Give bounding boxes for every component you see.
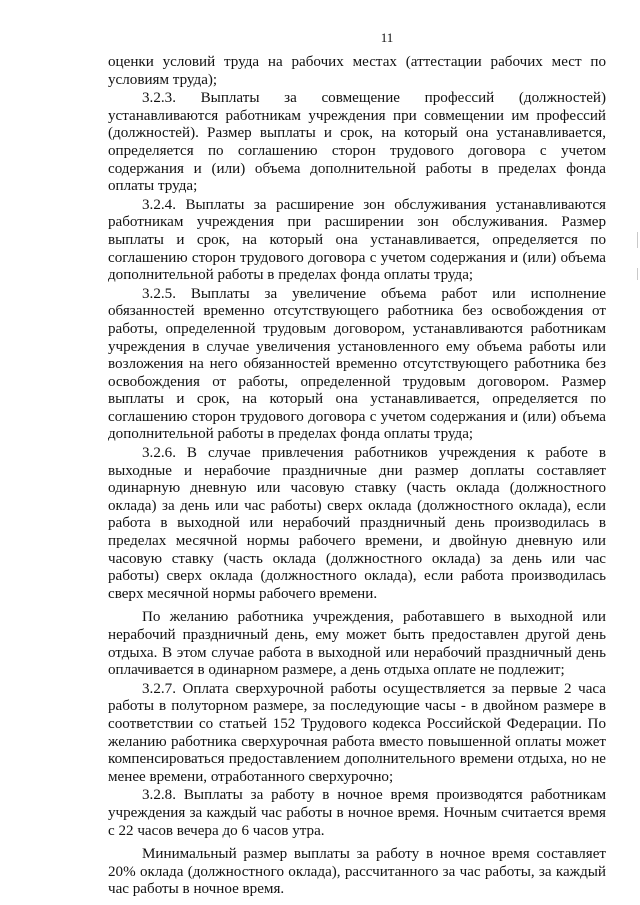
paragraph-3-2-6: 3.2.6. В случае привлечения работников учреждения к работе в выходные и нерабочие праздничные дни размер доплаты составляет одинарную дневную или часовую ставку (часть оклада (должностного оклада) за день или час работы) сверх оклада (должностного оклада), если работа в выходной или нерабочий праздничный день производилась в пределах месячной нормы рабочего времени, и двойную дневную или часовую ставку (часть оклада (должностного оклада) за день или час работы) сверх оклада (должностного оклада), если работа производилась сверх месячной нормы рабочего времени.: [108, 445, 606, 602]
paragraph-3-2-5: 3.2.5. Выплаты за увеличение объема работ или исполнение обязанностей временно отсутствующего работника без освобождения от работы, определенной трудовым договором, устанавливаются работникам учреждения в случае увеличения установленного ему объема работы или возложения на него обязанностей временно отсутствующего работника без освобождения от работы, определенной трудовым договором. Размер выплаты и срок, на который она устанавливается, определяется по соглашению сторон трудового договора с учетом содержания и (или) объема дополнительной работы в пределах фонда оплаты труда;: [108, 285, 606, 443]
paragraph-3-2-3: 3.2.3. Выплаты за совмещение профессий (должностей) устанавливаются работникам учреждения при совмещении им профессий (должностей). Размер выплаты и срок, на который она устанавливается, определяется по соглашению сторон трудового договора с учетом содержания и (или) объема дополнительной работы в пределах фонда оплаты труда;: [108, 90, 606, 195]
scan-edge-mark: [637, 268, 638, 280]
scan-edge-mark: [637, 232, 638, 248]
paragraph-3-2-4: 3.2.4. Выплаты за расширение зон обслуживания устанавливаются работникам учреждения при расширении зон обслуживания. Размер выплаты и срок, на который она устанавливается, определяется по соглашению сторон трудового договора с учетом содержания и (или) объема дополнительной работы в пределах фонда оплаты труда;: [108, 196, 606, 284]
paragraph-day-off-option: По желанию работника учреждения, работавшего в выходной или нерабочий праздничный день, ему может быть предоставлен другой день отдыха. В этом случае работа в выходной или нерабочий праздничный день оплачивается в одинарном размере, а день отдыха оплате не подлежит;: [108, 609, 606, 679]
paragraph-3-2-7: 3.2.7. Оплата сверхурочной работы осуществляется за первые 2 часа работы в полуторном размере, за последующие часы - в двойном размере в соответствии со статьей 152 Трудового кодекса Российской Федерации. По желанию работника сверхурочная работа вместо повышенной оплаты может компенсироваться предоставлением дополнительного времени отдыха, но не менее времени, отработанного сверхурочно;: [108, 680, 606, 785]
paragraph-night-minimum: Минимальный размер выплаты за работу в ночное время составляет 20% оклада (должностного оклада), рассчитанного за час работы, за каждый час работы в ночное время.: [108, 846, 606, 898]
paragraph-3-2-8: 3.2.8. Выплаты за работу в ночное время производятся работникам учреждения за каждый час работы в ночное время. Ночным считается время с 22 часов вечера до 6 часов утра.: [108, 787, 606, 839]
paragraph-continuation: оценки условий труда на рабочих местах (аттестации рабочих мест по условиям труда);: [108, 54, 606, 88]
page-number: 11: [380, 30, 394, 45]
